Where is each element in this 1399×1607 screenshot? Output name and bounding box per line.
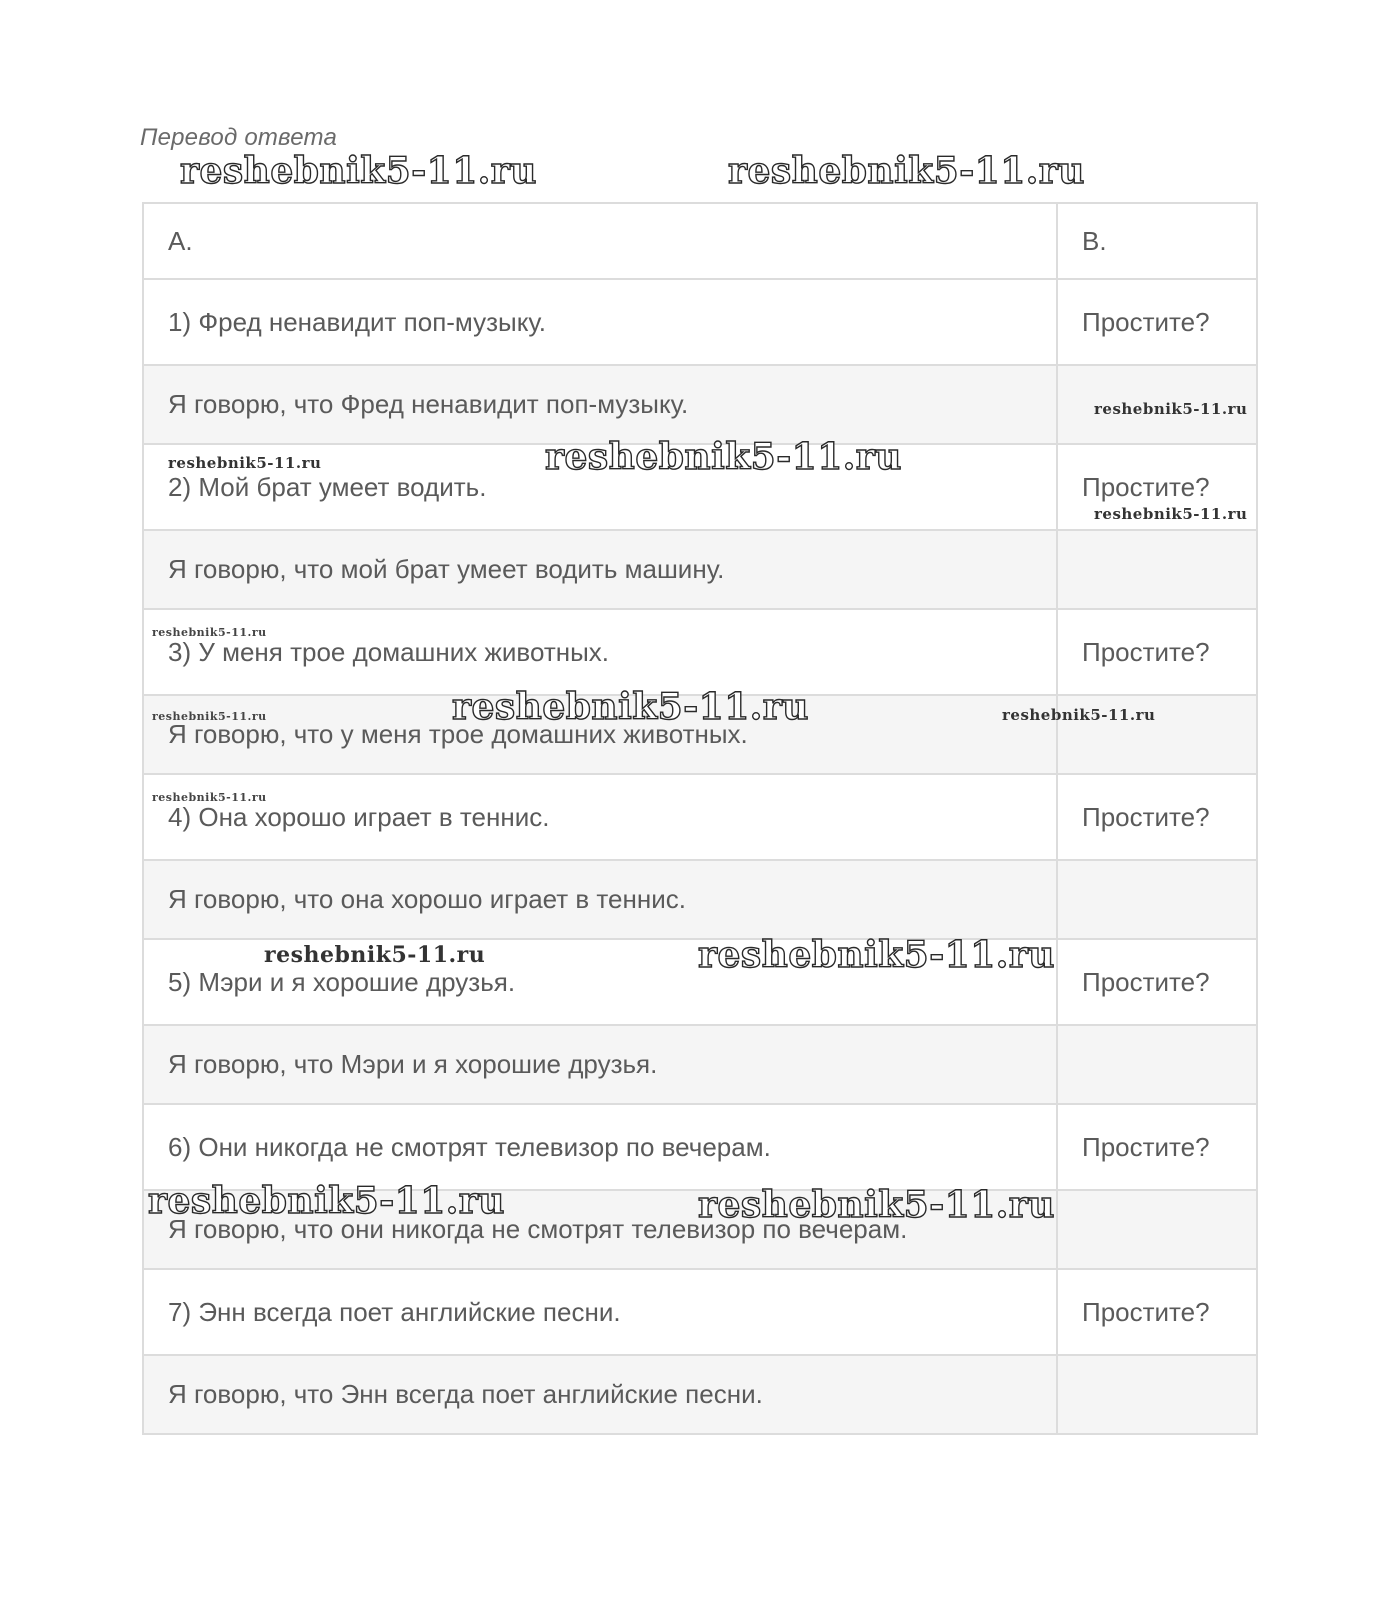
watermark: reshebnik5-11.ru xyxy=(152,626,267,639)
watermark: reshebnik5-11.ru xyxy=(168,454,322,472)
empty-cell xyxy=(1057,530,1257,609)
empty-cell xyxy=(1057,695,1257,774)
header-cell-a: A. xyxy=(143,203,1057,279)
watermark: reshebnik5-11.ru xyxy=(152,710,267,723)
reply-cell: Простите? xyxy=(1057,609,1257,695)
question-cell: 6) Они никогда не смотрят телевизор по вечерам. xyxy=(143,1104,1057,1190)
header-cell-b: B. xyxy=(1057,203,1257,279)
watermark: reshebnik5-11.ru xyxy=(148,1180,505,1222)
question-cell: 7) Энн всегда поет английские песни. xyxy=(143,1269,1057,1355)
watermark: reshebnik5-11.ru xyxy=(698,1184,1055,1226)
question-cell: 1) Фред ненавидит поп-музыку. xyxy=(143,279,1057,365)
watermark: reshebnik5-11.ru xyxy=(545,436,902,478)
empty-cell xyxy=(1057,365,1257,444)
reply-cell: Простите? xyxy=(1057,279,1257,365)
watermark: reshebnik5-11.ru xyxy=(728,150,1085,192)
reply-cell: Простите? xyxy=(1057,1269,1257,1355)
empty-cell xyxy=(1057,1025,1257,1104)
table-row xyxy=(143,1355,1257,1434)
watermark: reshebnik5-11.ru xyxy=(1094,505,1248,523)
empty-cell xyxy=(1057,1355,1257,1434)
question-cell: 3) У меня трое домашних животных. xyxy=(143,609,1057,695)
table-row xyxy=(143,609,1257,695)
page-heading: Перевод ответа xyxy=(140,124,338,151)
answer-table xyxy=(142,202,1258,1435)
answer-cell: Я говорю, что она хорошо играет в теннис. xyxy=(143,860,1057,939)
watermark: reshebnik5-11.ru xyxy=(1002,706,1156,724)
table-row xyxy=(143,530,1257,609)
question-cell: 4) Она хорошо играет в теннис. xyxy=(143,774,1057,860)
watermark: reshebnik5-11.ru xyxy=(1094,400,1248,418)
table-row xyxy=(143,939,1257,1025)
table-row xyxy=(143,1104,1257,1190)
reply-cell: Простите? xyxy=(1057,774,1257,860)
reply-cell: Простите? xyxy=(1057,444,1257,530)
table-row xyxy=(143,774,1257,860)
table-row xyxy=(143,1190,1257,1269)
empty-cell xyxy=(1057,860,1257,939)
reply-cell: Простите? xyxy=(1057,939,1257,1025)
table-row xyxy=(143,1025,1257,1104)
empty-cell xyxy=(1057,1190,1257,1269)
watermark: reshebnik5-11.ru xyxy=(180,150,537,192)
table-row xyxy=(143,860,1257,939)
watermark: reshebnik5-11.ru xyxy=(264,942,486,968)
question-cell: 2) Мой брат умеет водить. xyxy=(143,444,1057,530)
watermark: reshebnik5-11.ru xyxy=(698,934,1055,976)
answer-cell: Я говорю, что они никогда не смотрят телевизор по вечерам. xyxy=(143,1190,1057,1269)
answer-cell: Я говорю, что Фред ненавидит поп-музыку. xyxy=(143,365,1057,444)
watermark: reshebnik5-11.ru xyxy=(152,791,267,804)
answer-cell: Я говорю, что Энн всегда поет английские песни. xyxy=(143,1355,1057,1434)
answer-cell: Я говорю, что Мэри и я хорошие друзья. xyxy=(143,1025,1057,1104)
answer-cell: Я говорю, что у меня трое домашних животных. xyxy=(143,695,1057,774)
table-header-row xyxy=(143,203,1257,279)
table-row xyxy=(143,1269,1257,1355)
question-cell: 5) Мэри и я хорошие друзья. xyxy=(143,939,1057,1025)
table-row xyxy=(143,695,1257,774)
table-row xyxy=(143,365,1257,444)
table-row xyxy=(143,279,1257,365)
watermark: reshebnik5-11.ru xyxy=(452,686,809,728)
reply-cell: Простите? xyxy=(1057,1104,1257,1190)
answer-cell: Я говорю, что мой брат умеет водить машину. xyxy=(143,530,1057,609)
table-row xyxy=(143,444,1257,530)
